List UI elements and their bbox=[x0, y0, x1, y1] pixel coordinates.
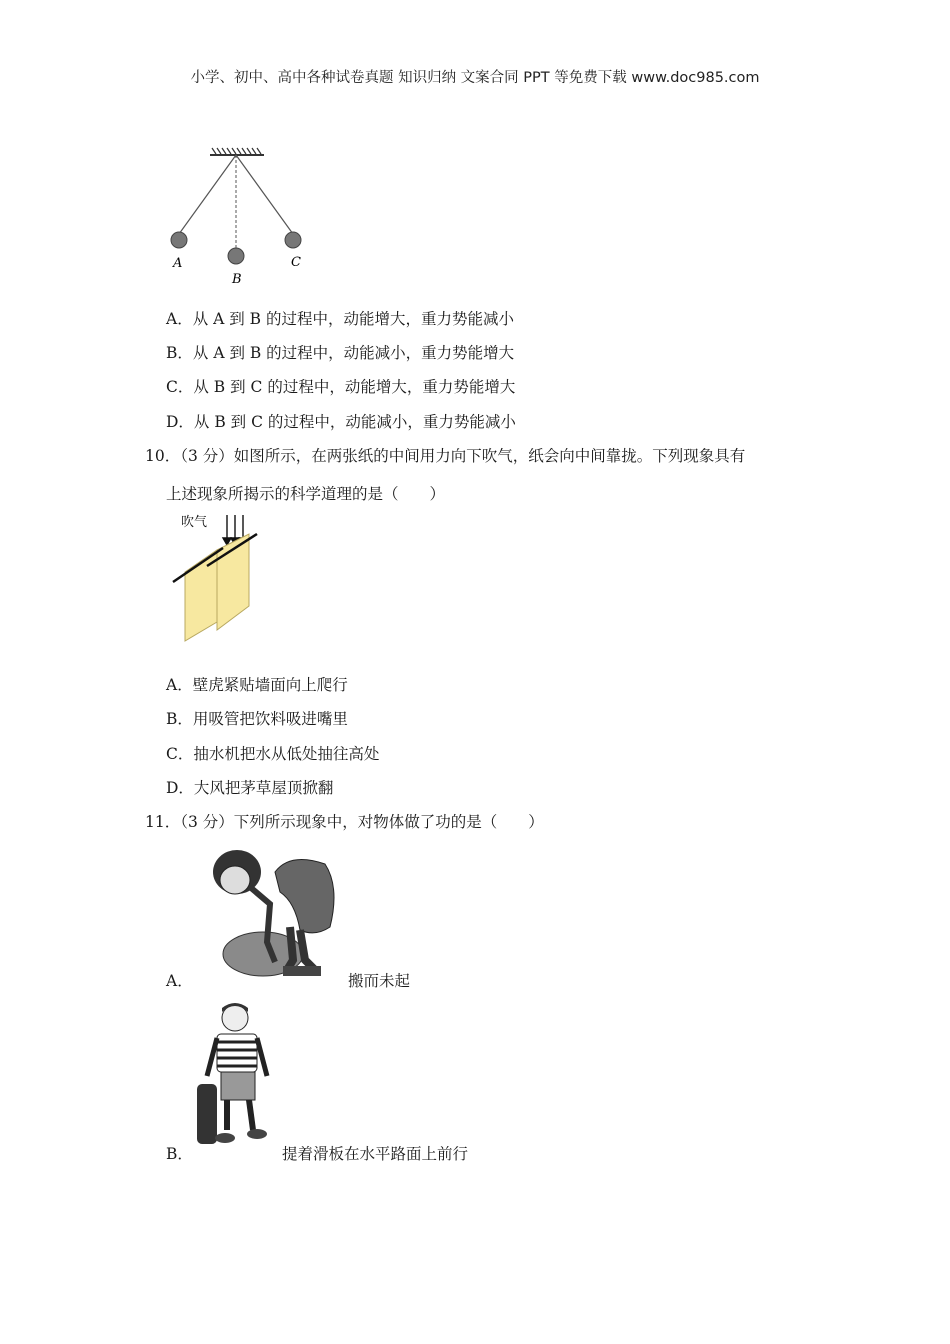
q10-option-c: C．抽水机把水从低处抽往高处 bbox=[166, 745, 380, 763]
q10-option-a: A．壁虎紧贴墙面向上爬行 bbox=[166, 676, 348, 694]
blow-paper-figure bbox=[165, 510, 275, 645]
q11-stem: 11．（3 分）下列所示现象中，对物体做了功的是（ ） bbox=[145, 813, 544, 831]
q10-option-d: D．大风把茅草屋顶掀翻 bbox=[166, 779, 334, 797]
pendulum-figure bbox=[160, 145, 320, 290]
q9-option-b: B．从 A 到 B 的过程中，动能减小，重力势能增大 bbox=[166, 344, 515, 362]
q11-option-a-caption: 搬而未起 bbox=[348, 972, 411, 990]
blow-label: 吹气 bbox=[181, 515, 208, 530]
q10-stem-line1: 10．（3 分）如图所示，在两张纸的中间用力向下吹气，纸会向中间靠拢。下列现象具有 bbox=[145, 447, 746, 465]
q9-option-d: D．从 B 到 C 的过程中，动能减小，重力势能减小 bbox=[166, 413, 516, 431]
page-header: 小学、初中、高中各种试卷真题 知识归纳 文案合同 PPT 等免费下载 www.doc985.com bbox=[190, 70, 760, 86]
q11-option-b-prefix: B． bbox=[166, 1145, 193, 1163]
q10-option-b: B．用吸管把饮料吸进嘴里 bbox=[166, 710, 348, 728]
q11-option-b-caption: 提着滑板在水平路面上前行 bbox=[282, 1145, 469, 1163]
boy-carrying-skateboard-figure bbox=[193, 998, 283, 1153]
q9-option-c: C．从 B 到 C 的过程中，动能增大，重力势能增大 bbox=[166, 378, 516, 396]
q9-option-a: A．从 A 到 B 的过程中，动能增大，重力势能减小 bbox=[166, 310, 514, 328]
q10-stem-line2: 上述现象所揭示的科学道理的是（ ） bbox=[166, 485, 446, 503]
label-b: B bbox=[232, 272, 242, 287]
q11-option-a-prefix: A． bbox=[166, 972, 193, 990]
label-c: C bbox=[291, 255, 301, 270]
label-a: A bbox=[173, 256, 183, 271]
girl-lifting-rock-figure bbox=[195, 842, 345, 982]
